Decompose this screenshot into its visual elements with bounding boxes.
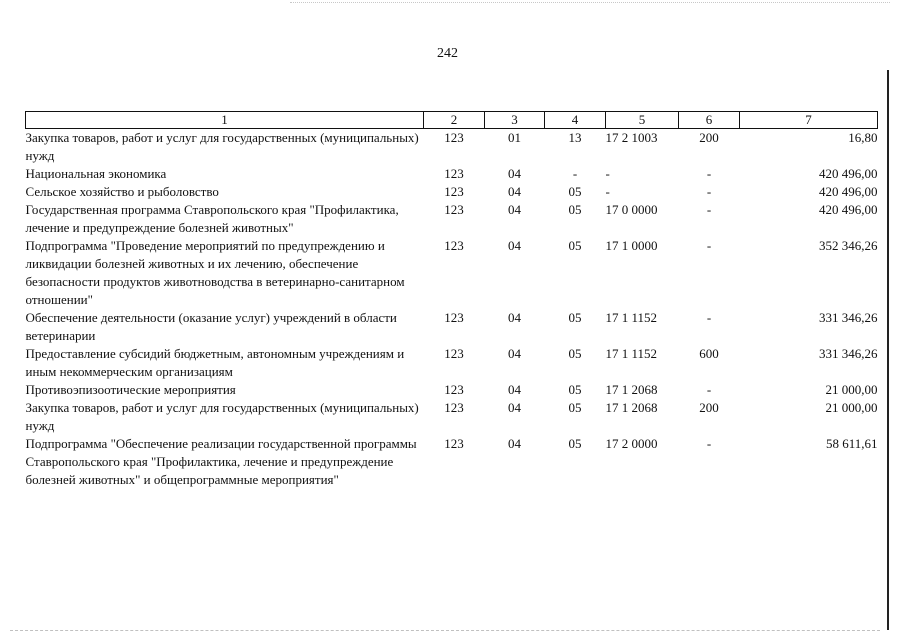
cell-col-6: - [706,238,712,253]
cell-col-5: - [605,166,610,181]
cell-col-2: 123 [444,166,464,181]
cell-col-7: 352 346,26 [819,238,878,253]
cell-col-6: - [706,310,712,325]
header-col-7: 7 [740,112,878,129]
cell-col-6: - [706,202,712,217]
cell-col-3: 01 [508,130,521,145]
cell-col-7: 21 000,00 [825,400,878,415]
cell-item-name: Сельское хозяйство и рыболовство [25,184,219,199]
cell-col-3: 04 [508,346,521,361]
cell-item-name: Предоставление субсидий бюджетным, автономным учреждениям и иным некоммерческим организациям [25,346,405,379]
cell-col-3: 04 [508,166,521,181]
cell-col-3: 04 [508,400,521,415]
cell-col-6: - [706,184,712,199]
page-number: 242 [437,46,458,61]
cell-col-5: 17 0 0000 [605,202,658,217]
cell-col-7: 331 346,26 [819,310,878,325]
cell-col-7: 16,80 [848,130,878,145]
cell-col-2: 123 [444,238,464,253]
scan-artifact-top [290,2,890,7]
cell-col-4: 05 [568,238,582,253]
table-row [26,399,878,435]
scan-artifact-right-edge [887,70,889,630]
table-row [26,381,878,399]
cell-col-4: 05 [568,382,582,397]
cell-col-4: 05 [568,400,582,415]
cell-col-5: 17 1 2068 [605,400,658,415]
table-row [26,165,878,183]
cell-col-4: 05 [568,310,582,325]
header-col-5: 5 [606,112,679,129]
cell-item-name: Государственная программа Ставропольского края "Профилактика, лечение и предупреждение болезней животных" [25,202,399,235]
cell-item-name: Закупка товаров, работ и услуг для государственных (муниципальных) нужд [25,400,419,433]
cell-col-4: 05 [568,436,582,451]
header-col-2: 2 [424,112,485,129]
cell-col-5: 17 2 0000 [605,436,658,451]
cell-col-3: 04 [508,184,521,199]
cell-item-name: Подпрограмма "Обеспечение реализации государственной программы Ставропольского края "Профилактика, лечение и предупреждение болезней животных" и общепрограммные мероприятия" [25,436,417,487]
header-col-6: 6 [679,112,740,129]
cell-item-name: Противоэпизоотические мероприятия [25,382,236,397]
table-body [26,129,878,490]
scan-artifact-bottom [10,630,880,633]
cell-col-2: 123 [444,184,464,199]
cell-col-2: 123 [444,346,464,361]
cell-item-name: Подпрограмма "Проведение мероприятий по предупреждению и ликвидации болезней животных и их лечению, обеспечение безопасности продуктов животноводства в ветеринарно-санитарном отношении" [25,238,405,307]
cell-col-6: - [706,166,712,181]
cell-col-3: 04 [508,238,521,253]
cell-col-7: 420 496,00 [819,202,878,217]
cell-col-2: 123 [444,130,464,145]
cell-col-6: - [706,382,712,397]
header-col-3: 3 [485,112,545,129]
cell-col-3: 04 [508,382,521,397]
cell-col-7: 21 000,00 [825,382,878,397]
cell-col-2: 123 [444,382,464,397]
cell-col-5: 17 1 0000 [605,238,658,253]
table-row [26,345,878,381]
cell-col-2: 123 [444,436,464,451]
cell-col-4: 05 [568,346,582,361]
cell-col-6: 200 [699,130,719,145]
cell-col-2: 123 [444,310,464,325]
header-row [26,112,878,129]
cell-col-6: 200 [699,400,719,415]
cell-col-7: 58 611,61 [825,436,878,451]
cell-col-7: 420 496,00 [819,166,878,181]
header-col-1: 1 [26,112,424,129]
cell-col-7: 331 346,26 [819,346,878,361]
cell-col-6: 600 [699,346,719,361]
cell-col-4: - [572,166,578,181]
cell-col-2: 123 [444,202,464,217]
table-row [26,435,878,489]
cell-col-7: 420 496,00 [819,184,878,199]
cell-col-5: 17 2 1003 [605,130,658,145]
cell-col-5: 17 1 1152 [605,346,658,361]
table-row [26,129,878,166]
cell-col-5: - [605,184,610,199]
cell-col-4: 05 [568,202,582,217]
cell-col-3: 04 [508,310,521,325]
cell-col-5: 17 1 1152 [605,310,658,325]
budget-table [25,111,878,489]
cell-item-name: Обеспечение деятельности (оказание услуг) учреждений в области ветеринарии [25,310,397,343]
cell-col-4: 13 [568,130,582,145]
cell-col-6: - [706,436,712,451]
cell-col-5: 17 1 2068 [605,382,658,397]
header-col-4: 4 [545,112,606,129]
table-row [26,183,878,201]
table-row [26,237,878,309]
table-row [26,309,878,345]
cell-col-3: 04 [508,436,521,451]
cell-col-2: 123 [444,400,464,415]
table-header [26,112,878,129]
cell-item-name: Национальная экономика [25,166,167,181]
cell-col-4: 05 [568,184,582,199]
cell-item-name: Закупка товаров, работ и услуг для государственных (муниципальных) нужд [25,130,419,163]
table-row [26,201,878,237]
cell-col-3: 04 [508,202,521,217]
